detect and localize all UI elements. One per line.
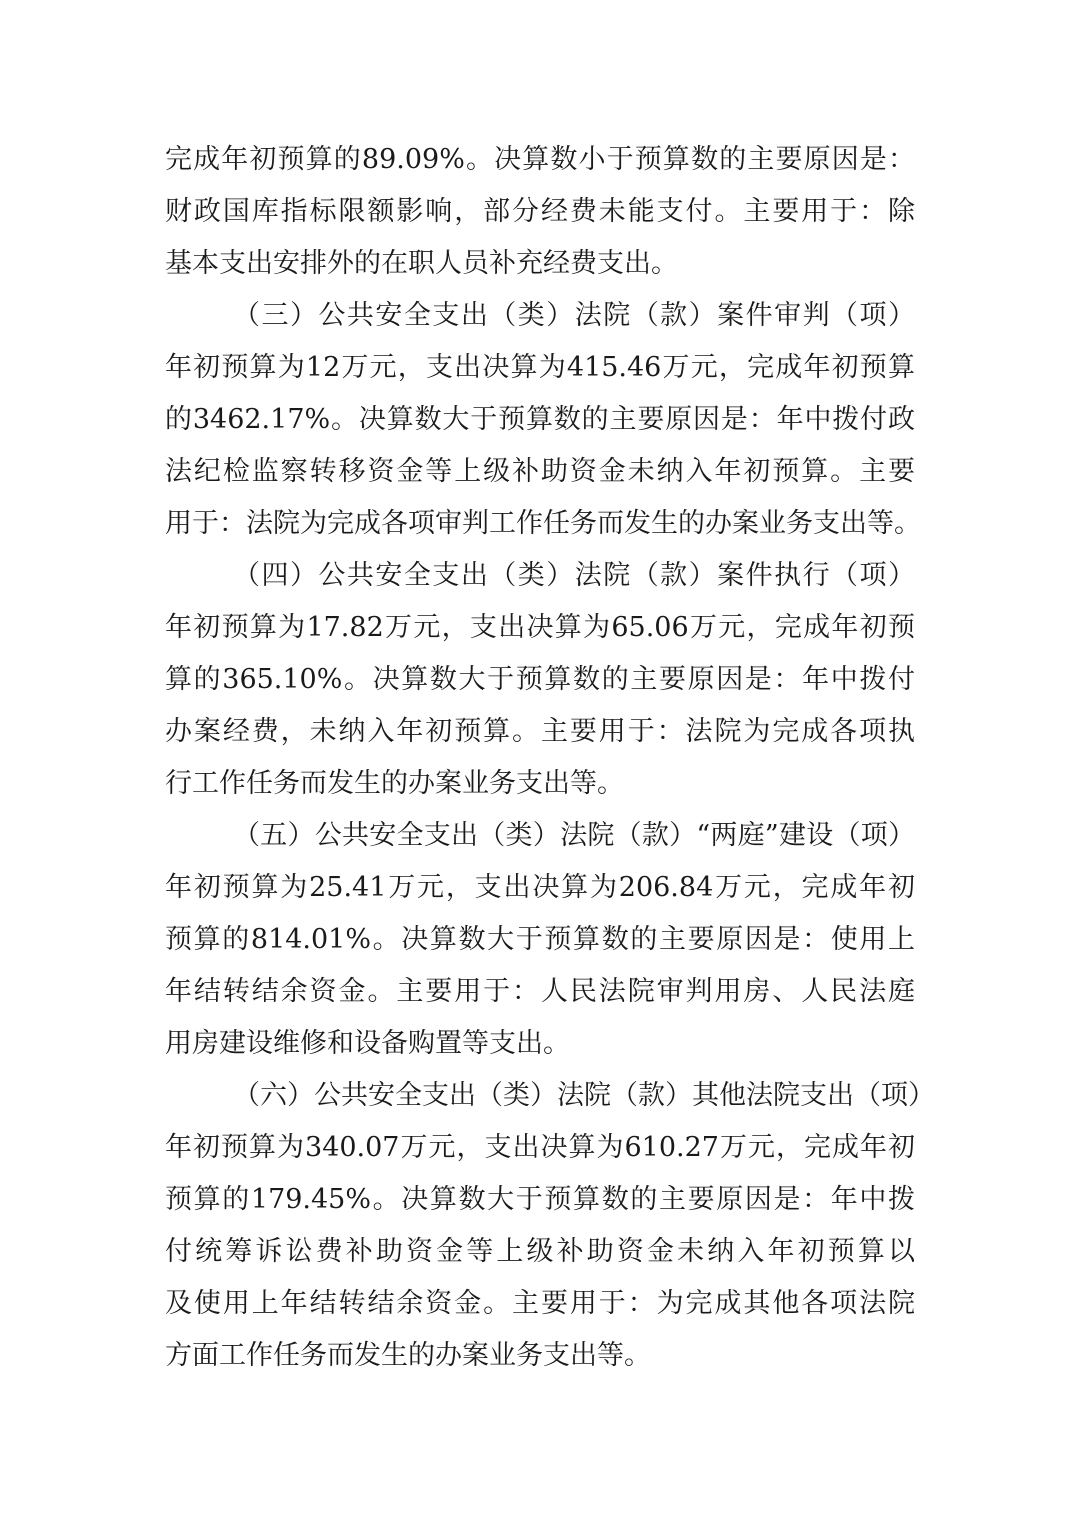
paragraph-heading-line: （三）公共安全支出（类）法院（款）案件审判（项） xyxy=(233,300,915,331)
paragraph-line: 行工作任务而发生的办案业务支出等。 xyxy=(165,768,624,799)
paragraph-line: 用房建设维修和设备购置等支出。 xyxy=(165,1028,570,1059)
paragraph-line: 完成年初预算的89.09%。决算数小于预算数的主要原因是： xyxy=(165,144,915,175)
paragraph-line: 预算的179.45%。决算数大于预算数的主要原因是：年中拨 xyxy=(165,1184,915,1215)
paragraph-line: 的3462.17%。决算数大于预算数的主要原因是：年中拨付政 xyxy=(165,404,915,435)
document-body xyxy=(165,134,935,1382)
paragraph-line: 基本支出安排外的在职人员补充经费支出。 xyxy=(165,248,678,279)
paragraph-line: 年初预算为25.41万元，支出决算为206.84万元，完成年初 xyxy=(165,872,915,903)
paragraph-line: 办案经费，未纳入年初预算。主要用于：法院为完成各项执 xyxy=(165,716,915,747)
paragraph-line: 年结转结余资金。主要用于：人民法院审判用房、人民法庭 xyxy=(165,976,915,1007)
paragraph-line: 及使用上年结转结余资金。主要用于：为完成其他各项法院 xyxy=(165,1288,915,1319)
paragraph-line: 付统筹诉讼费补助资金等上级补助资金未纳入年初预算以 xyxy=(165,1236,915,1267)
paragraph-line: 年初预算为12万元，支出决算为415.46万元，完成年初预算 xyxy=(165,352,915,383)
paragraph-line: 方面工作任务而发生的办案业务支出等。 xyxy=(165,1340,651,1371)
paragraph-line: 年初预算为340.07万元，支出决算为610.27万元，完成年初 xyxy=(165,1132,915,1163)
paragraph-line: 算的365.10%。决算数大于预算数的主要原因是：年中拨付 xyxy=(165,664,915,695)
paragraph-line: 法纪检监察转移资金等上级补助资金未纳入年初预算。主要 xyxy=(165,456,915,487)
paragraph-line: 预算的814.01%。决算数大于预算数的主要原因是：使用上 xyxy=(165,924,915,955)
paragraph-heading-line: （四）公共安全支出（类）法院（款）案件执行（项） xyxy=(233,560,915,591)
paragraph-line: 财政国库指标限额影响，部分经费未能支付。主要用于：除 xyxy=(165,196,915,227)
paragraph-line: 年初预算为17.82万元，支出决算为65.06万元，完成年初预 xyxy=(165,612,915,643)
paragraph-heading-line: （五）公共安全支出（类）法院（款）“两庭”建设（项） xyxy=(233,820,915,851)
paragraph-line: 用于：法院为完成各项审判工作任务而发生的办案业务支出等。 xyxy=(165,508,921,539)
paragraph-heading-line: （六）公共安全支出（类）法院（款）其他法院支出（项） xyxy=(233,1080,935,1111)
